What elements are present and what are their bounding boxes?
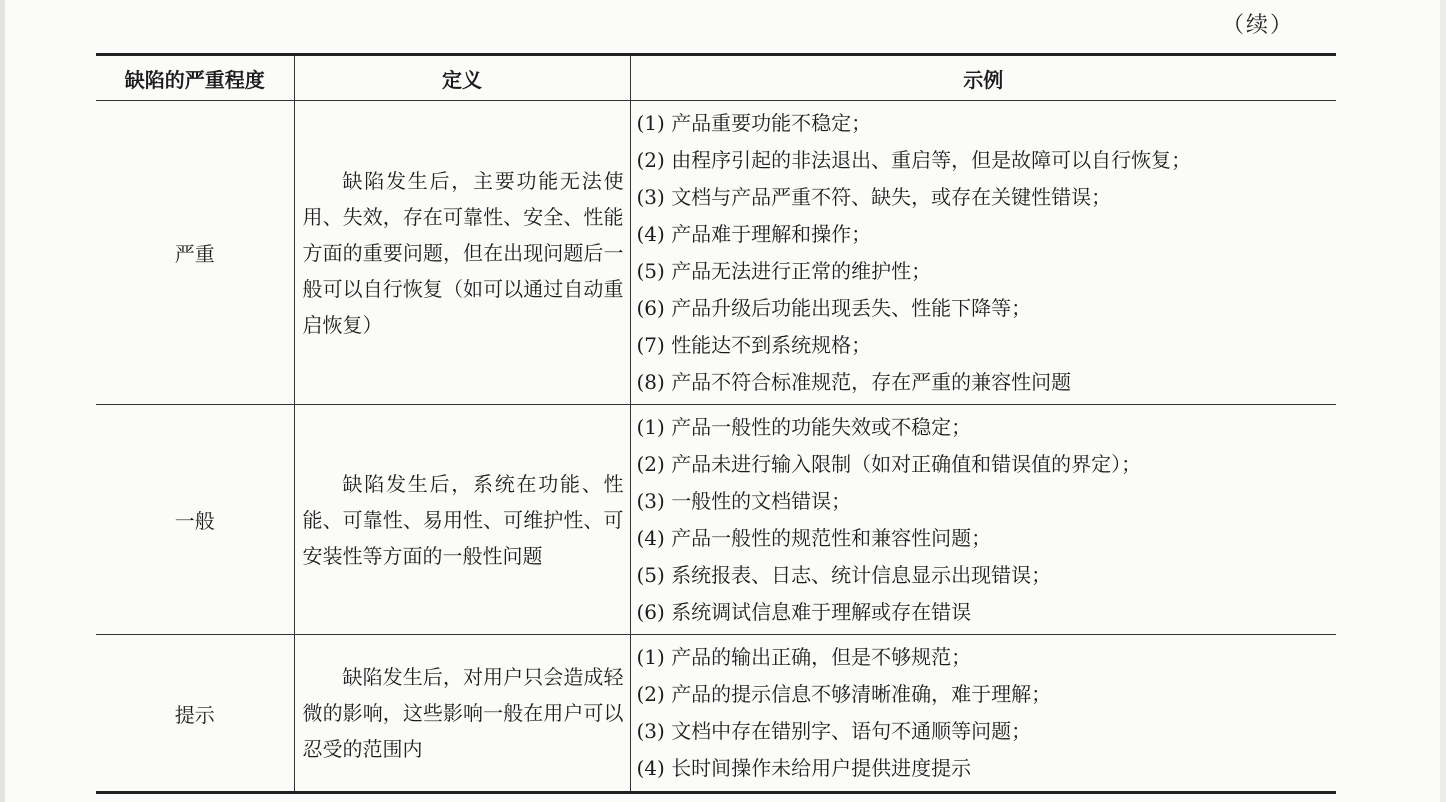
severity-level-cell: 一般	[96, 405, 294, 635]
definition-cell: 缺陷发生后，主要功能无法使用、失效，存在可靠性、安全、性能方面的重要问题，但在出现问题后一般可以自行恢复（如可以通过自动重启恢复）	[294, 101, 630, 405]
severity-level-cell: 严重	[96, 101, 294, 405]
example-item: (6) 产品升级后功能出现丢失、性能下降等；	[636, 295, 1032, 320]
example-item: (5) 系统报表、日志、统计信息显示出现错误；	[636, 562, 1052, 587]
defect-severity-table	[96, 53, 1336, 794]
example-item: (5) 产品无法进行正常的维护性；	[636, 258, 932, 283]
definition-cell: 缺陷发生后，系统在功能、性能、可靠性、易用性、可维护性、可安装性等方面的一般性问题	[294, 405, 630, 635]
example-item: (8) 产品不符合标准规范，存在严重的兼容性问题	[636, 369, 1072, 394]
example-item: (3) 文档与产品严重不符、缺失，或存在关键性错误；	[636, 184, 1112, 209]
example-list	[637, 409, 1337, 631]
table-row-hint	[96, 635, 1336, 793]
example-item: (4) 产品一般性的规范性和兼容性问题；	[636, 525, 992, 550]
page-right-edge	[1440, 0, 1446, 802]
example-list	[637, 105, 1337, 401]
example-item: (7) 性能达不到系统规格；	[636, 332, 872, 357]
example-item: (2) 由程序引起的非法退出、重启等，但是故障可以自行恢复；	[636, 147, 1192, 172]
table-row-serious	[96, 101, 1336, 405]
table-row-general	[96, 405, 1336, 635]
page-left-edge	[0, 0, 5, 802]
header-examples: 示例	[630, 55, 1336, 101]
definition-cell: 缺陷发生后，对用户只会造成轻微的影响，这些影响一般在用户可以忍受的范围内	[294, 635, 630, 793]
examples-cell	[630, 101, 1336, 405]
example-list	[637, 639, 1337, 787]
example-item: (2) 产品的提示信息不够清晰准确，难于理解；	[636, 682, 1052, 706]
table-header-row	[96, 55, 1336, 101]
examples-cell	[630, 635, 1336, 793]
severity-level-cell: 提示	[96, 635, 294, 793]
example-item: (1) 产品重要功能不稳定；	[636, 110, 872, 135]
continued-label: （续）	[1222, 13, 1295, 38]
example-item: (3) 一般性的文档错误；	[636, 488, 852, 513]
example-item: (1) 产品的输出正确，但是不够规范；	[636, 645, 972, 669]
example-item: (2) 产品未进行输入限制（如对正确值和错误值的界定）；	[636, 451, 1142, 476]
example-item: (4) 长时间操作未给用户提供进度提示	[636, 756, 972, 780]
header-severity: 缺陷的严重程度	[96, 55, 294, 101]
example-item: (3) 文档中存在错别字、语句不通顺等问题；	[636, 719, 1032, 743]
example-item: (1) 产品一般性的功能失效或不稳定；	[636, 414, 972, 439]
examples-cell	[630, 405, 1336, 635]
example-item: (4) 产品难于理解和操作；	[636, 221, 872, 246]
example-item: (6) 系统调试信息难于理解或存在错误	[636, 599, 972, 624]
header-definition: 定义	[294, 55, 630, 101]
